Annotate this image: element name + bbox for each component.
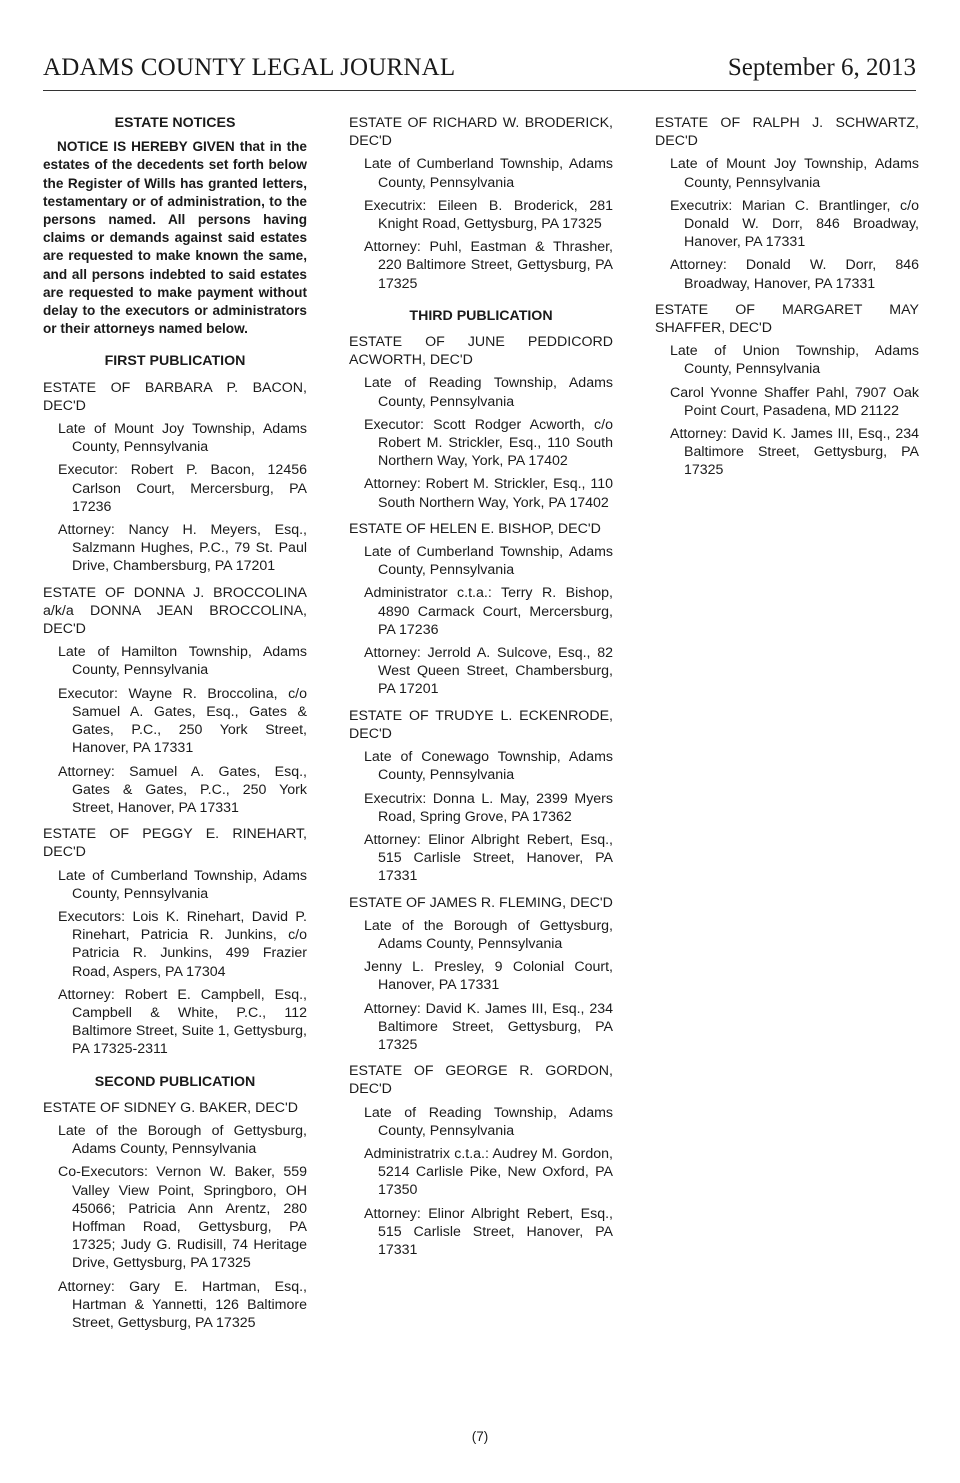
estate-attorney: Attorney: Puhl, Eastman & Thrasher, 220 Baltimore Street, Gettysburg, PA 17325: [364, 239, 613, 292]
estate-attorney: Attorney: Robert E. Campbell, Esq., Campbell & White, P.C., 112 Baltimore Street, Suite 1, Gettysburg, PA 17325-2311: [58, 986, 307, 1058]
column-2: [349, 114, 613, 1267]
estate-attorney: Attorney: David K. James III, Esq., 234 Baltimore Street, Gettysburg, PA 17325: [670, 426, 919, 479]
estate-personal-representative: Carol Yvonne Shaffer Pahl, 7907 Oak Point Court, Pasadena, MD 21122: [670, 384, 919, 419]
estate-residence: Late of the Borough of Gettysburg, Adams County, Pennsylvania: [58, 1122, 307, 1158]
estate-personal-representative: Executrix: Donna L. May, 2399 Myers Road, Spring Grove, PA 17362: [364, 790, 613, 825]
estate-name: ESTATE OF MARGARET MAY SHAFFER, DEC'D: [655, 301, 919, 337]
estate-residence: Late of the Borough of Gettysburg, Adams County, Pennsylvania: [364, 917, 613, 952]
column-1: [43, 114, 307, 1340]
estate-personal-representative: Executor: Wayne R. Broccolina, c/o Samuel A. Gates, Esq., Gates & Gates, P.C., 250 York Street, Hanover, PA 17331: [58, 685, 307, 757]
masthead: [43, 52, 916, 91]
journal-title: ADAMS COUNTY LEGAL JOURNAL: [43, 54, 456, 81]
estate-personal-representative: Administratrix c.t.a.: Audrey M. Gordon, 5214 Carlisle Pike, New Oxford, PA 17350: [364, 1145, 613, 1199]
estate-notice: [349, 1062, 613, 1259]
estate-name: ESTATE OF SIDNEY G. BAKER, DEC'D: [43, 1099, 298, 1116]
estate-name: ESTATE OF RICHARD W. BRODERICK, DEC'D: [349, 115, 613, 150]
estate-name: ESTATE OF JUNE PEDDICORD ACWORTH, DEC'D: [349, 334, 613, 369]
estate-attorney: Attorney: David K. James III, Esq., 234 Baltimore Street, Gettysburg, PA 17325: [364, 1000, 613, 1053]
column-3: [655, 114, 919, 488]
page-number: (7): [471, 1429, 489, 1444]
estate-residence: Late of Cumberland Township, Adams County, Pennsylvania: [364, 544, 613, 579]
estate-residence: Late of Mount Joy Township, Adams County, Pennsylvania: [58, 421, 307, 456]
estate-residence: Late of Reading Township, Adams County, Pennsylvania: [364, 375, 613, 410]
estate-personal-representative: Administrator c.t.a.: Terry R. Bishop, 4890 Carmack Court, Mercersburg, PA 17236: [364, 585, 613, 638]
estate-residence: Late of Conewago Township, Adams County, Pennsylvania: [364, 749, 613, 784]
estate-notice: [349, 520, 613, 699]
estate-personal-representative: Co-Executors: Vernon W. Baker, 559 Valley View Point, Springboro, OH 45066; Patricia Ann Arentz, 280 Hoffman Road, Gettysburg, PA 17325; Judy G. Rudisill, 74 Heritage Drive, Gettysburg, PA 17325: [58, 1164, 307, 1272]
estate-personal-representative: Executrix: Marian C. Brantlinger, c/o Donald W. Dorr, 846 Broadway, Hanover, PA 17331: [670, 197, 919, 251]
estate-residence: Late of Reading Township, Adams County, Pennsylvania: [364, 1104, 613, 1139]
estate-name: ESTATE OF BARBARA P. BACON, DEC'D: [43, 379, 307, 414]
estate-name: ESTATE OF HELEN E. BISHOP, DEC'D: [349, 520, 601, 537]
estate-personal-representative: Executrix: Eileen B. Broderick, 281 Knight Road, Gettysburg, PA 17325: [364, 197, 613, 233]
estate-notice: [43, 379, 307, 576]
issue-date: September 6, 2013: [727, 54, 916, 81]
estate-name: ESTATE OF RALPH J. SCHWARTZ, DEC'D: [655, 115, 919, 150]
estate-attorney: Attorney: Jerrold A. Sulcove, Esq., 82 West Queen Street, Chambersburg, PA 17201: [364, 645, 613, 698]
estate-notice: [655, 114, 919, 293]
estate-notice: [349, 333, 613, 512]
estate-personal-representative: Jenny L. Presley, 9 Colonial Court, Hanover, PA 17331: [364, 959, 613, 994]
estate-attorney: Attorney: Robert M. Strickler, Esq., 110 South Northern Way, York, PA 17402: [364, 476, 613, 511]
estate-name: ESTATE OF TRUDYE L. ECKENRODE, DEC'D: [349, 707, 613, 742]
estate-name: ESTATE OF JAMES R. FLEMING, DEC'D: [349, 894, 613, 911]
estate-attorney: Attorney: Elinor Albright Rebert, Esq., 515 Carlisle Street, Hanover, PA 17331: [364, 1205, 613, 1258]
estate-notice: [349, 894, 613, 1055]
estate-attorney: Attorney: Donald W. Dorr, 846 Broadway, Hanover, PA 17331: [670, 257, 919, 292]
estate-residence: Late of Hamilton Township, Adams County, Pennsylvania: [58, 644, 307, 679]
estate-residence: Late of Union Township, Adams County, Pennsylvania: [670, 343, 919, 378]
estate-notice: [655, 301, 919, 480]
estate-attorney: Attorney: Gary E. Hartman, Esq., Hartman & Yannetti, 126 Baltimore Street, Gettysburg, PA 17325: [58, 1278, 307, 1331]
estate-residence: Late of Cumberland Township, Adams County, Pennsylvania: [58, 867, 307, 902]
estate-residence: Late of Mount Joy Township, Adams County, Pennsylvania: [670, 156, 919, 191]
publication-heading-third: THIRD PUBLICATION: [409, 307, 553, 324]
estate-name: ESTATE OF DONNA J. BROCCOLINA a/k/a DONNA JEAN BROCCOLINA, DEC'D: [43, 584, 307, 638]
estate-notice: [43, 1099, 307, 1332]
estate-notice: [349, 707, 613, 886]
estate-personal-representative: Executors: Lois K. Rinehart, David P. Rinehart, Patricia R. Junkins, c/o Patricia R. Junkins, 499 Frazier Road, Aspers, PA 17304: [58, 908, 307, 980]
section-title: ESTATE NOTICES: [114, 115, 236, 131]
estate-residence: Late of Cumberland Township, Adams County, Pennsylvania: [364, 156, 613, 191]
publication-heading-second: SECOND PUBLICATION: [94, 1073, 256, 1090]
estate-personal-representative: Executor: Scott Rodger Acworth, c/o Robert M. Strickler, Esq., 110 South Northern Way, York, PA 17402: [364, 416, 613, 470]
estate-name: ESTATE OF GEORGE R. GORDON, DEC'D: [349, 1063, 613, 1098]
estate-personal-representative: Executor: Robert P. Bacon, 12456 Carlson Court, Mercersburg, PA 17236: [58, 462, 307, 515]
estate-attorney: Attorney: Samuel A. Gates, Esq., Gates & Gates, P.C., 250 York Street, Hanover, PA 17331: [58, 763, 307, 816]
estate-attorney: Attorney: Elinor Albright Rebert, Esq., 515 Carlisle Street, Hanover, PA 17331: [364, 831, 613, 885]
notice-paragraph: NOTICE IS HEREBY GIVEN that in the estates of the decedents set forth below the Register of Wills has granted letters, testamentary or of administration, to the persons named. All persons having claims or demands against said estates are requested to make known the same, and all persons indebted to said estates are requested to make payment without delay to the executors or administrators or their attorneys named below.: [43, 139, 307, 337]
estate-notice: [349, 114, 613, 293]
estate-name: ESTATE OF PEGGY E. RINEHART, DEC'D: [43, 826, 307, 861]
publication-heading-first: FIRST PUBLICATION: [104, 353, 246, 370]
estate-notice: [43, 584, 307, 817]
estate-notice: [43, 825, 307, 1058]
estate-attorney: Attorney: Nancy H. Meyers, Esq., Salzmann Hughes, P.C., 79 St. Paul Drive, Chambersburg, PA 17201: [58, 522, 307, 575]
